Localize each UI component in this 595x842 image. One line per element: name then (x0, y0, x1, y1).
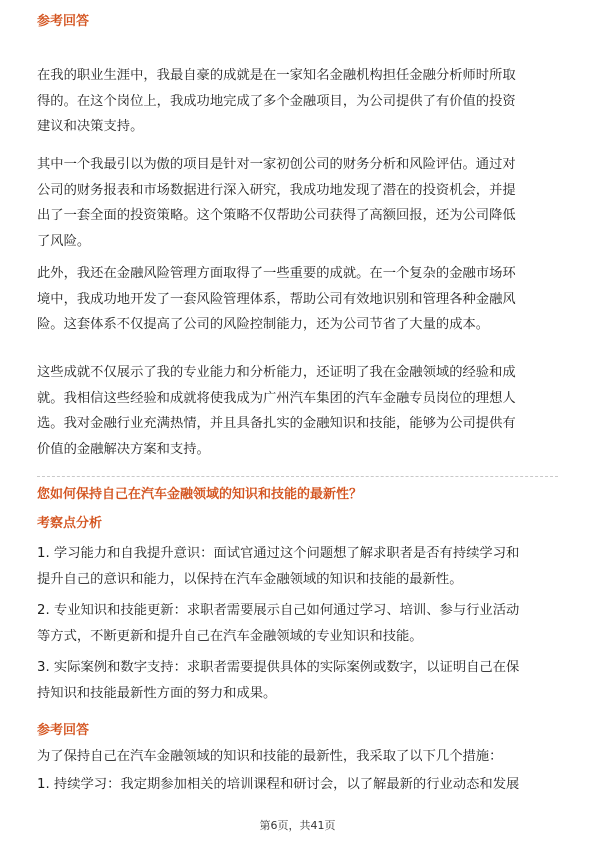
text-line: 出了一套全面的投资策略。这个策略不仅帮助公司获得了高额回报，还为公司降低 (37, 208, 516, 224)
text-line: 建议和决策支持。 (37, 119, 144, 135)
paragraph (37, 63, 561, 140)
paragraph (37, 772, 561, 798)
text-line: 等方式，不断更新和提升自己在汽车金融领域的专业知识和技能。 (37, 628, 423, 644)
paragraph (37, 360, 561, 462)
text-line: 提升自己的意识和能力，以保持在汽车金融领域的知识和技能的最新性。 (37, 571, 463, 587)
section-heading-reference-answer: 参考回答 (37, 723, 90, 738)
text-line: 2. 专业知识和技能更新：求职者需要展示自己如何通过学习、培训、参与行业活动 (37, 603, 520, 618)
text-line: 了风险。 (37, 233, 91, 249)
divider (37, 476, 558, 477)
text-line: 这些成就不仅展示了我的专业能力和分析能力，还证明了我在金融领域的经验和成 (37, 365, 516, 380)
section-heading-analysis: 考察点分析 (37, 516, 103, 531)
text-line: 就。我相信这些经验和成就将使我成为广州汽车集团的汽车金融专员岗位的理想人 (37, 390, 516, 406)
text-line: 得的。在这个岗位上，我成功地完成了多个金融项目，为公司提供了有价值的投资 (37, 93, 516, 109)
analysis-item (37, 541, 561, 592)
analysis-item (37, 598, 561, 649)
text-line: 此外，我还在金融风险管理方面取得了一些重要的成就。在一个复杂的金融市场环 (37, 266, 516, 281)
text-line: 3. 实际案例和数字支持：求职者需要提供具体的实际案例或数字，以证明自己在保 (37, 660, 520, 675)
text-line: 为了保持自己在汽车金融领域的知识和技能的最新性，我采取了以下几个措施： (37, 749, 503, 764)
text-line: 公司的财务报表和市场数据进行深入研究，我成功地发现了潜在的投资机会，并提 (37, 182, 516, 198)
text-line: 险。这套体系不仅提高了公司的风险控制能力，还为公司节省了大量的成本。 (37, 317, 490, 333)
text-line: 1. 学习能力和自我提升意识：面试官通过这个问题想了解求职者是否有持续学习和 (37, 546, 520, 561)
text-line: 1. 持续学习：我定期参加相关的培训课程和研讨会，以了解最新的行业动态和发展 (37, 777, 520, 792)
analysis-item (37, 655, 561, 706)
question-title: 您如何保持自己在汽车金融领域的知识和技能的最新性？ (37, 487, 363, 502)
paragraph (37, 261, 561, 338)
paragraph (37, 744, 561, 770)
text-line: 境中，我成功地开发了一套风险管理体系，帮助公司有效地识别和管理各种金融风 (37, 291, 516, 307)
text-line: 选。我对金融行业充满热情，并且具备扎实的金融知识和技能，能够为公司提供有 (37, 416, 516, 432)
page-number: 第6页，共41页 (259, 819, 336, 832)
section-heading-reference-answer: 参考回答 (37, 14, 90, 29)
text-line: 在我的职业生涯中，我最自豪的成就是在一家知名金融机构担任金融分析师时所取 (37, 68, 516, 83)
text-line: 其中一个我最引以为傲的项目是针对一家初创公司的财务分析和风险评估。通过对 (37, 157, 516, 172)
text-line: 持知识和技能最新性方面的努力和成果。 (37, 685, 277, 701)
paragraph (37, 152, 561, 254)
text-line: 价值的金融解决方案和支持。 (37, 441, 210, 457)
